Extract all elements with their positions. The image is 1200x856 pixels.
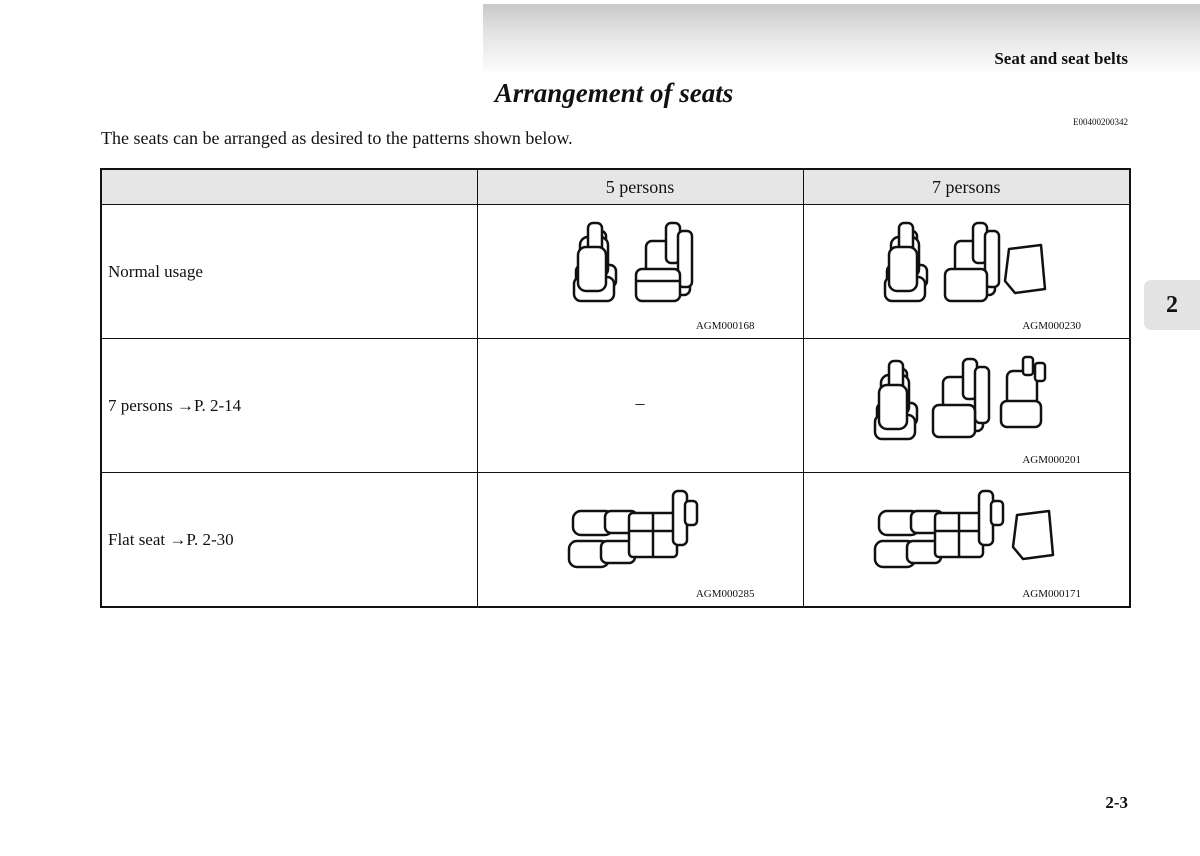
table-row: [101, 473, 1130, 608]
table-header-row: [101, 169, 1130, 205]
figure-code: AGM000171: [1022, 588, 1081, 600]
column-header-7-persons: 7 persons: [803, 169, 1130, 205]
figure-cell: [477, 473, 803, 608]
column-header-5-persons: 5 persons: [477, 169, 803, 205]
document-code: E00400200342: [1073, 117, 1128, 127]
intro-text: The seats can be arranged as desired to the patterns shown below.: [101, 128, 573, 148]
figure-cell: [803, 205, 1130, 339]
seats-7-normal-illustration: [881, 217, 1051, 313]
row-label: Normal usage: [101, 205, 477, 339]
page-heading: Arrangement of seats: [494, 78, 734, 108]
row-label: Flat seat →P. 2-30: [101, 473, 477, 608]
not-applicable-dash: –: [635, 393, 645, 413]
figure-code: AGM000201: [1022, 454, 1081, 466]
figure-cell: [803, 339, 1130, 473]
figure-code: AGM000285: [695, 588, 755, 600]
figure-cell: [803, 473, 1130, 608]
table-row: [101, 205, 1130, 339]
seat-arrangement-table: [100, 168, 1131, 608]
seats-5-normal-illustration: [570, 217, 710, 313]
figure-cell: [477, 205, 803, 339]
figure-code: AGM000230: [1022, 320, 1081, 332]
figure-cell: [477, 339, 803, 473]
row-label: 7 persons →P. 2-14: [101, 339, 477, 473]
table-row: [101, 339, 1130, 473]
column-header-blank: [101, 169, 477, 205]
page-number: 2-3: [1105, 793, 1128, 812]
section-title: Seat and seat belts: [994, 49, 1128, 68]
seats-5-flat-illustration: [565, 485, 715, 581]
chapter-tab[interactable]: 2: [1144, 280, 1200, 330]
figure-code: AGM000168: [695, 320, 755, 332]
seats-7-persons-illustration: [871, 351, 1061, 451]
seats-7-flat-illustration: [871, 485, 1061, 581]
